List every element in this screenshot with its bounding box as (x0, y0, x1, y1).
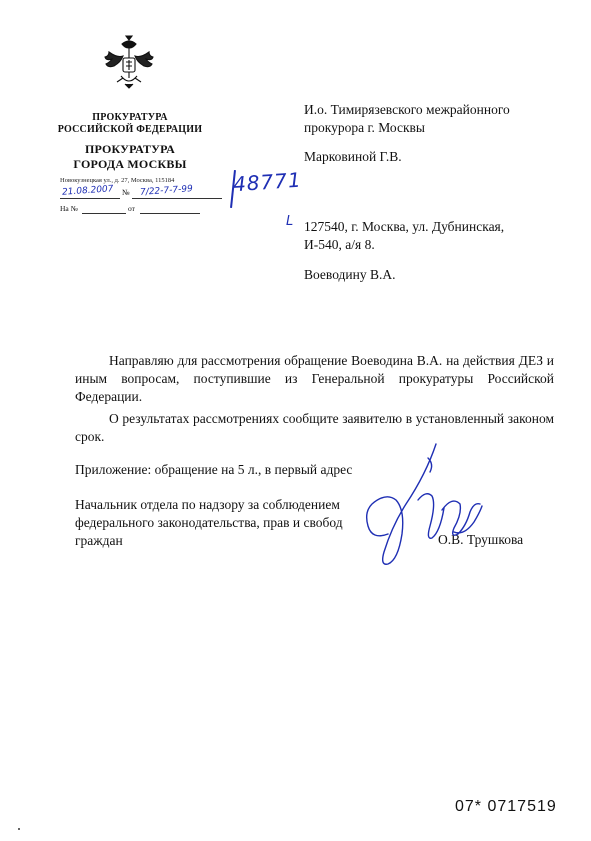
body-paragraph-2: О результатах рассмотрениях сообщите заявителю в установленный законом срок. (75, 411, 554, 444)
signer-name: О.В. Трушкова (438, 532, 524, 547)
signatory-title-line-2: федерального законодательства, прав и свобод (75, 515, 343, 530)
addressee-position-line-2: прокурора г. Москвы (304, 120, 425, 135)
second-addressee-name: Воеводину В.А. (304, 267, 396, 282)
number-sign: № (122, 188, 130, 197)
letterhead-line-3: ПРОКУРАТУРА (84, 142, 176, 156)
letterhead-address: Новокузнецкая ул., д. 27, Москва, 115184 (60, 177, 175, 184)
letterhead-line-4: ГОРОДА МОСКВЫ (73, 157, 187, 171)
ref-date-underline (140, 213, 200, 214)
double-headed-eagle-emblem (103, 34, 155, 90)
ref-from: от (128, 204, 135, 213)
handwritten-date: 21.08.2007 (61, 184, 114, 198)
handwritten-registration-number: 48771 (232, 167, 303, 197)
date-underline (60, 198, 120, 199)
scan-speck (18, 828, 20, 830)
signatory-title-line-1: Начальник отдела по надзору за соблюдением (75, 497, 340, 512)
second-addressee-address-line-1: 127540, г. Москва, ул. Дубнинская, (304, 219, 505, 234)
addressee-position-line-1: И.о. Тимирязевского межрайонного (304, 102, 510, 117)
handwritten-signature (358, 440, 488, 580)
ref-number-underline (82, 213, 126, 214)
body-paragraph-1: Направляю для рассмотрения обращение Воеводина В.А. на действия ДЕЗ и иным вопросам, поступившие из Генеральной прокуратуры Российской Федерации. (75, 353, 554, 404)
handwritten-small-mark: L (286, 214, 294, 229)
number-underline (132, 198, 222, 199)
addressee-name: Марковиной Г.В. (304, 149, 402, 164)
attachment-note: Приложение: обращение на 5 л., в первый адрес (75, 462, 353, 477)
reference-row (60, 204, 220, 216)
second-addressee-address-line-2: И-540, а/я 8. (304, 237, 375, 252)
letterhead-line-2: РОССИЙСКОЙ ФЕДЕРАЦИИ (57, 124, 203, 135)
ref-prefix: На № (60, 204, 78, 213)
document-serial-number: 07* 0717519 (455, 798, 557, 815)
letterhead-line-1: ПРОКУРАТУРА (92, 112, 168, 123)
handwritten-outgoing-number: 7/22-7-7-99 (139, 184, 194, 198)
signatory-title-line-3: граждан (75, 533, 123, 548)
